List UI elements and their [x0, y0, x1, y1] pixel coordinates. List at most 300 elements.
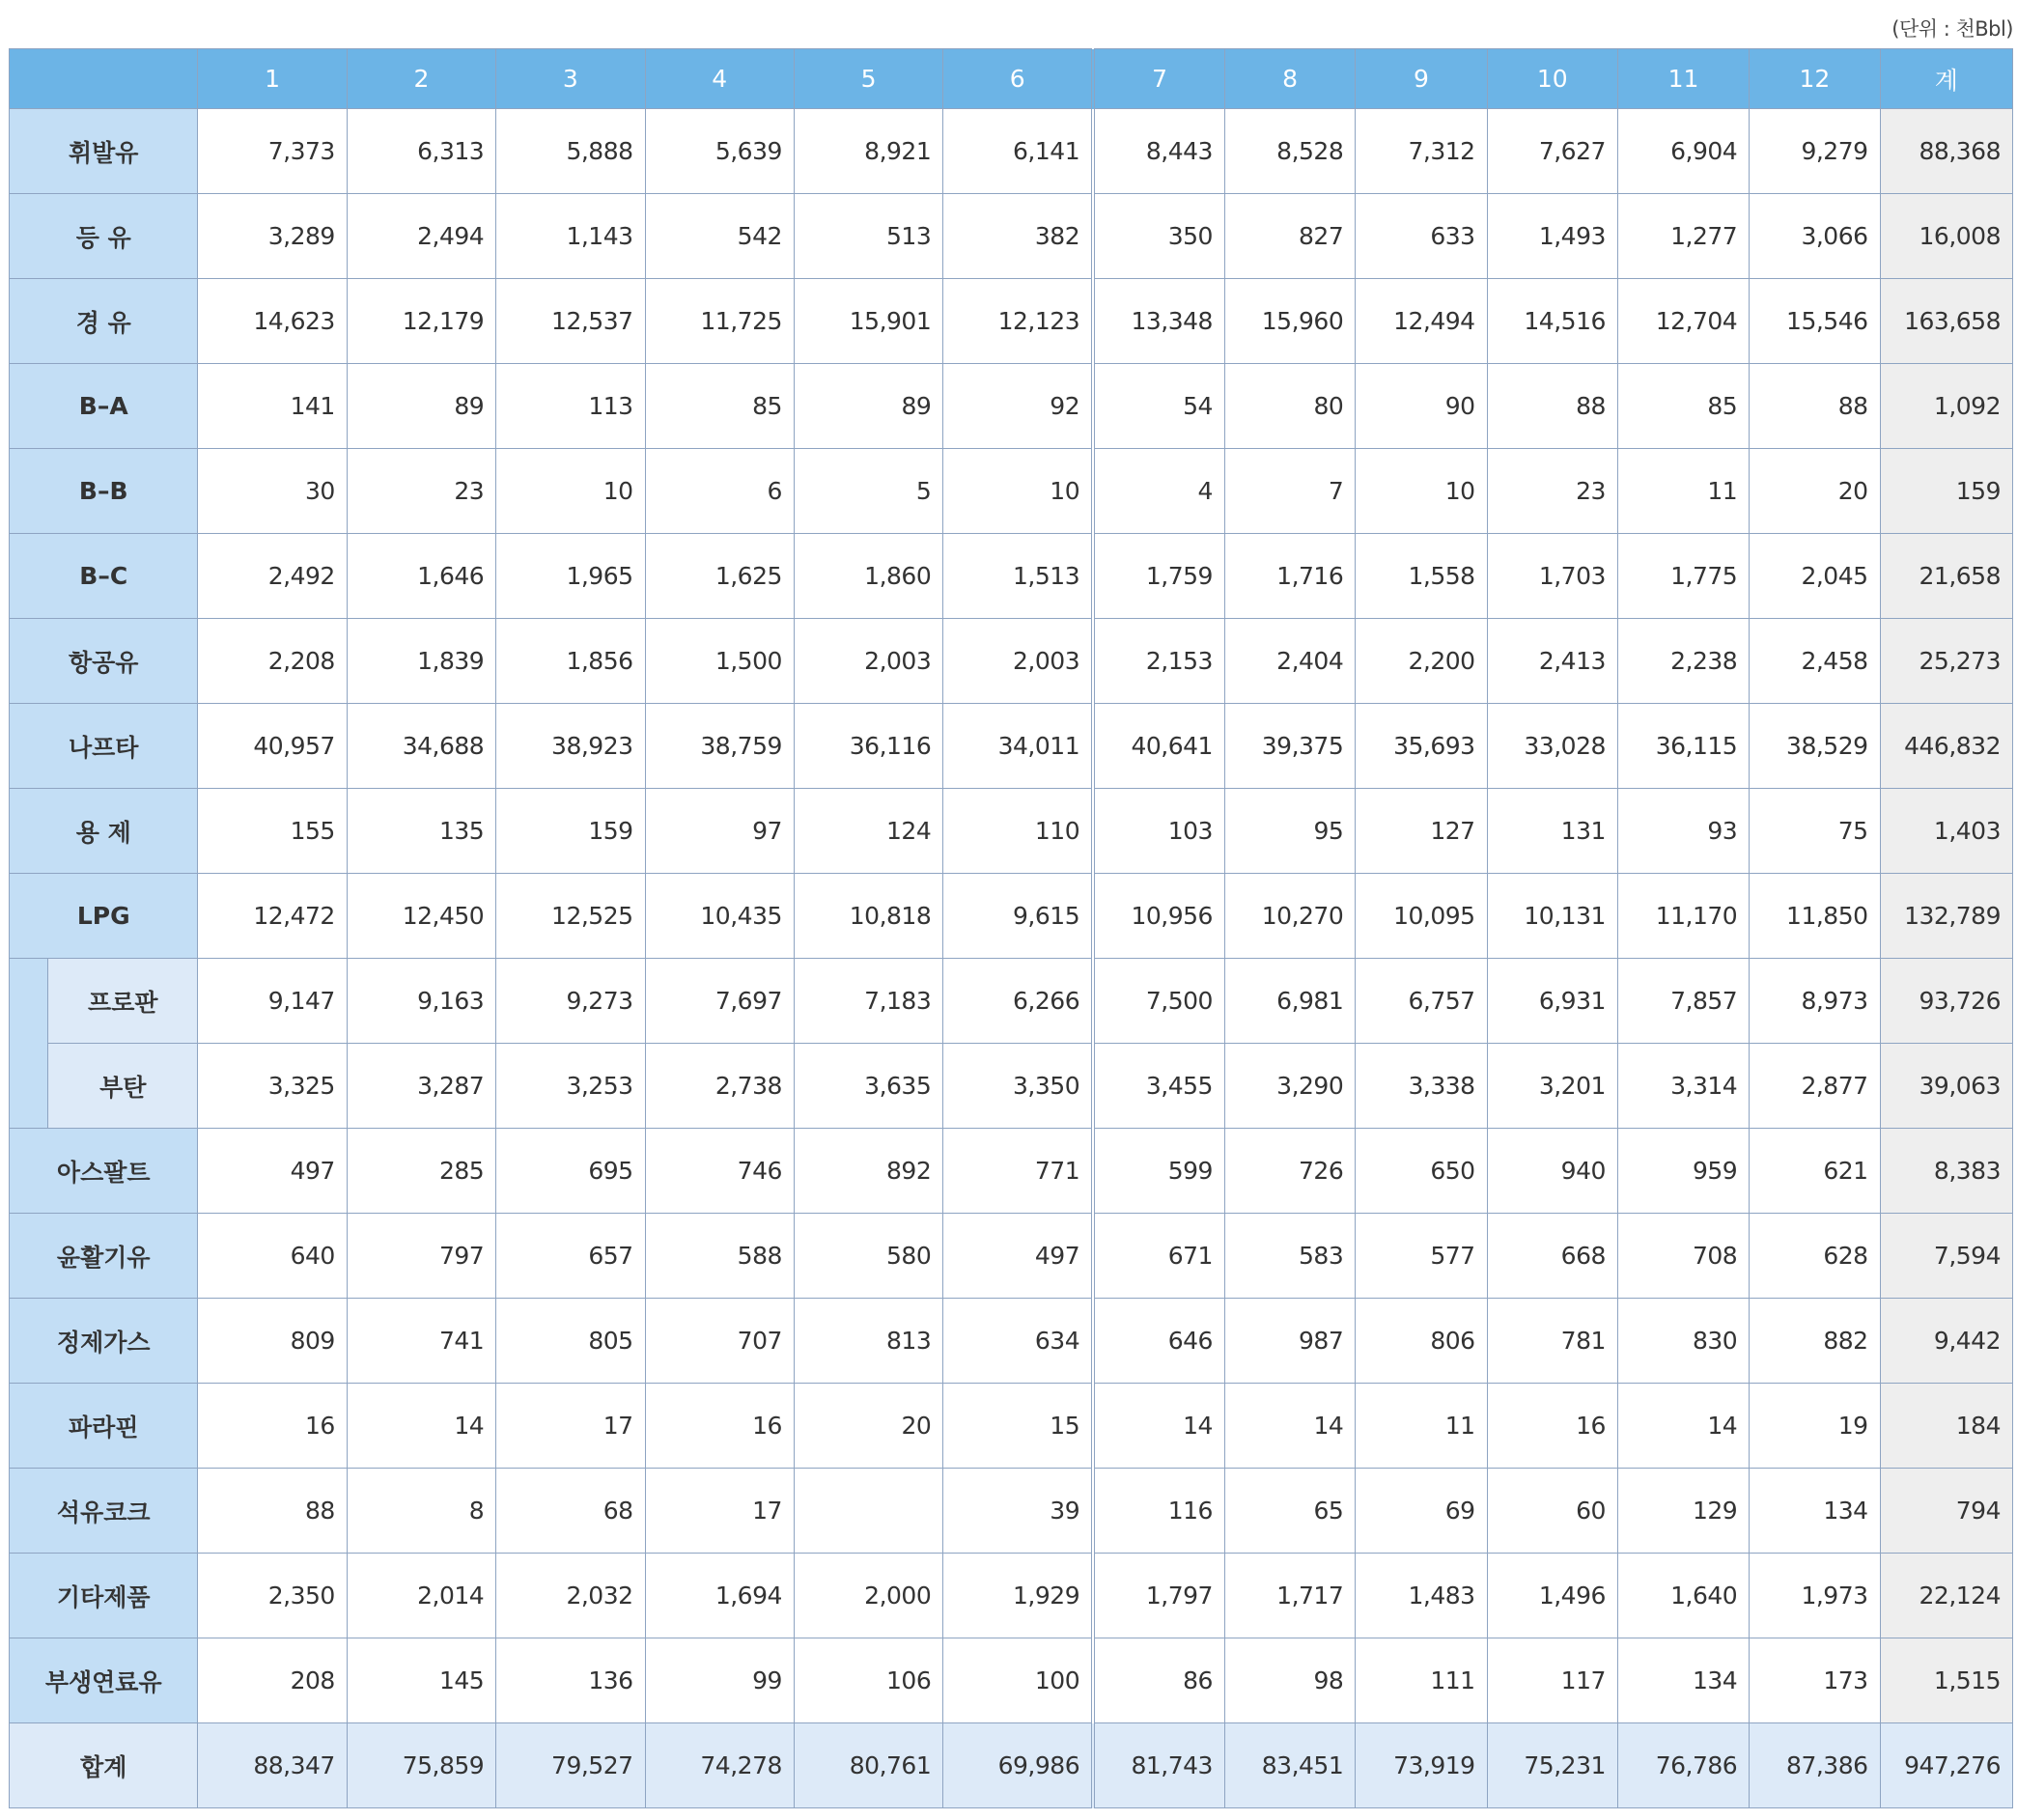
value-cell: 2,458	[1750, 619, 1880, 704]
value-cell: 98	[1224, 1638, 1355, 1723]
value-cell: 741	[347, 1299, 495, 1384]
value-cell: 640	[198, 1214, 347, 1299]
value-cell: 4	[1093, 449, 1224, 534]
value-cell: 1,856	[496, 619, 645, 704]
value-cell: 12,179	[347, 279, 495, 364]
lpg-group-indent	[10, 1044, 48, 1129]
value-cell: 15,901	[794, 279, 942, 364]
value-cell: 11,170	[1617, 874, 1749, 959]
row-label: 윤활기유	[10, 1214, 198, 1299]
value-cell: 830	[1617, 1299, 1749, 1384]
value-cell: 90	[1356, 364, 1487, 449]
value-cell: 708	[1617, 1214, 1749, 1299]
value-cell: 6,904	[1617, 109, 1749, 194]
value-cell: 19	[1750, 1384, 1880, 1469]
value-cell: 103	[1093, 789, 1224, 874]
value-cell: 2,350	[198, 1554, 347, 1638]
header-month-2: 2	[347, 49, 495, 109]
header-month-10: 10	[1487, 49, 1617, 109]
value-cell: 987	[1224, 1299, 1355, 1384]
value-cell: 7,312	[1356, 109, 1487, 194]
row-total-cell: 794	[1880, 1469, 2012, 1554]
header-month-5: 5	[794, 49, 942, 109]
value-cell: 92	[943, 364, 1093, 449]
row-label: 정제가스	[10, 1299, 198, 1384]
value-cell: 1,694	[645, 1554, 794, 1638]
value-cell	[794, 1469, 942, 1554]
value-cell: 40,641	[1093, 704, 1224, 789]
table-row	[10, 364, 2013, 449]
value-cell: 6,981	[1224, 959, 1355, 1044]
row-total-cell: 93,726	[1880, 959, 2012, 1044]
value-cell: 14,516	[1487, 279, 1617, 364]
value-cell: 809	[198, 1299, 347, 1384]
value-cell: 3,066	[1750, 194, 1880, 279]
value-cell: 11,850	[1750, 874, 1880, 959]
value-cell: 2,000	[794, 1554, 942, 1638]
header-corner	[10, 49, 198, 109]
value-cell: 781	[1487, 1299, 1617, 1384]
value-cell: 15,960	[1224, 279, 1355, 364]
value-cell: 1,775	[1617, 534, 1749, 619]
value-cell: 8,973	[1750, 959, 1880, 1044]
value-cell: 2,413	[1487, 619, 1617, 704]
value-cell: 83,451	[1224, 1723, 1355, 1808]
row-total-cell: 184	[1880, 1384, 2012, 1469]
value-cell: 6,313	[347, 109, 495, 194]
unit-note: (단위 : 천Bbl)	[1891, 17, 2013, 41]
value-cell: 81,743	[1093, 1723, 1224, 1808]
value-cell: 1,973	[1750, 1554, 1880, 1638]
value-cell: 3,338	[1356, 1044, 1487, 1129]
value-cell: 10	[943, 449, 1093, 534]
value-cell: 38,529	[1750, 704, 1880, 789]
value-cell: 2,877	[1750, 1044, 1880, 1129]
value-cell: 80	[1224, 364, 1355, 449]
value-cell: 10	[496, 449, 645, 534]
lpg-group-indent	[10, 959, 48, 1044]
value-cell: 12,450	[347, 874, 495, 959]
row-label: 아스팔트	[10, 1129, 198, 1214]
value-cell: 806	[1356, 1299, 1487, 1384]
value-cell: 141	[198, 364, 347, 449]
value-cell: 8,528	[1224, 109, 1355, 194]
value-cell: 797	[347, 1214, 495, 1299]
value-cell: 129	[1617, 1469, 1749, 1554]
value-cell: 805	[496, 1299, 645, 1384]
value-cell: 599	[1093, 1129, 1224, 1214]
value-cell: 2,045	[1750, 534, 1880, 619]
value-cell: 113	[496, 364, 645, 449]
value-cell: 35,693	[1356, 704, 1487, 789]
value-cell: 60	[1487, 1469, 1617, 1554]
value-cell: 621	[1750, 1129, 1880, 1214]
value-cell: 12,525	[496, 874, 645, 959]
value-cell: 6,266	[943, 959, 1093, 1044]
value-cell: 2,238	[1617, 619, 1749, 704]
value-cell: 2,003	[794, 619, 942, 704]
value-cell: 3,289	[198, 194, 347, 279]
value-cell: 38,923	[496, 704, 645, 789]
value-cell: 10,956	[1093, 874, 1224, 959]
value-cell: 3,635	[794, 1044, 942, 1129]
value-cell: 33,028	[1487, 704, 1617, 789]
value-cell: 10	[1356, 449, 1487, 534]
value-cell: 1,797	[1093, 1554, 1224, 1638]
value-cell: 1,717	[1224, 1554, 1355, 1638]
header-month-12: 12	[1750, 49, 1880, 109]
value-cell: 7,500	[1093, 959, 1224, 1044]
value-cell: 3,253	[496, 1044, 645, 1129]
value-cell: 36,116	[794, 704, 942, 789]
value-cell: 580	[794, 1214, 942, 1299]
value-cell: 12,123	[943, 279, 1093, 364]
value-cell: 89	[794, 364, 942, 449]
value-cell: 127	[1356, 789, 1487, 874]
value-cell: 1,558	[1356, 534, 1487, 619]
value-cell: 1,500	[645, 619, 794, 704]
header-month-11: 11	[1617, 49, 1749, 109]
row-label: 용 제	[10, 789, 198, 874]
table-row	[10, 109, 2013, 194]
value-cell: 7,373	[198, 109, 347, 194]
value-cell: 14	[347, 1384, 495, 1469]
value-cell: 14,623	[198, 279, 347, 364]
value-cell: 1,625	[645, 534, 794, 619]
table-row	[10, 1723, 2013, 1808]
value-cell: 23	[1487, 449, 1617, 534]
value-cell: 10,818	[794, 874, 942, 959]
value-cell: 1,965	[496, 534, 645, 619]
value-cell: 86	[1093, 1638, 1224, 1723]
row-label: B–C	[10, 534, 198, 619]
header-month-6: 6	[943, 49, 1093, 109]
value-cell: 1,277	[1617, 194, 1749, 279]
value-cell: 12,537	[496, 279, 645, 364]
value-cell: 99	[645, 1638, 794, 1723]
value-cell: 577	[1356, 1214, 1487, 1299]
value-cell: 65	[1224, 1469, 1355, 1554]
value-cell: 208	[198, 1638, 347, 1723]
table-row	[10, 874, 2013, 959]
value-cell: 2,003	[943, 619, 1093, 704]
value-cell: 7	[1224, 449, 1355, 534]
value-cell: 12,494	[1356, 279, 1487, 364]
row-total-cell: 8,383	[1880, 1129, 2012, 1214]
value-cell: 80,761	[794, 1723, 942, 1808]
value-cell: 17	[645, 1469, 794, 1554]
value-cell: 382	[943, 194, 1093, 279]
table-row	[10, 1638, 2013, 1723]
value-cell: 38,759	[645, 704, 794, 789]
value-cell: 1,513	[943, 534, 1093, 619]
value-cell: 746	[645, 1129, 794, 1214]
header-month-1: 1	[198, 49, 347, 109]
row-label: LPG	[10, 874, 198, 959]
value-cell: 14	[1224, 1384, 1355, 1469]
value-cell: 8	[347, 1469, 495, 1554]
value-cell: 40,957	[198, 704, 347, 789]
value-cell: 85	[645, 364, 794, 449]
value-cell: 813	[794, 1299, 942, 1384]
row-label: B–B	[10, 449, 198, 534]
value-cell: 8,443	[1093, 109, 1224, 194]
value-cell: 12,472	[198, 874, 347, 959]
value-cell: 959	[1617, 1129, 1749, 1214]
value-cell: 3,325	[198, 1044, 347, 1129]
row-label: 합계	[10, 1723, 198, 1808]
value-cell: 9,615	[943, 874, 1093, 959]
value-cell: 1,929	[943, 1554, 1093, 1638]
row-total-cell: 21,658	[1880, 534, 2012, 619]
value-cell: 111	[1356, 1638, 1487, 1723]
row-label: 경 유	[10, 279, 198, 364]
value-cell: 20	[1750, 449, 1880, 534]
value-cell: 34,011	[943, 704, 1093, 789]
value-cell: 88	[1487, 364, 1617, 449]
value-cell: 16	[1487, 1384, 1617, 1469]
row-total-cell: 132,789	[1880, 874, 2012, 959]
value-cell: 5,639	[645, 109, 794, 194]
value-cell: 69,986	[943, 1723, 1093, 1808]
table-subrow	[10, 959, 2013, 1044]
value-cell: 1,640	[1617, 1554, 1749, 1638]
header-total: 계	[1880, 49, 2012, 109]
value-cell: 1,496	[1487, 1554, 1617, 1638]
header-month-8: 8	[1224, 49, 1355, 109]
table-row	[10, 534, 2013, 619]
value-cell: 882	[1750, 1299, 1880, 1384]
value-cell: 7,697	[645, 959, 794, 1044]
value-cell: 85	[1617, 364, 1749, 449]
row-label: 항공유	[10, 619, 198, 704]
value-cell: 827	[1224, 194, 1355, 279]
value-cell: 36,115	[1617, 704, 1749, 789]
value-cell: 7,627	[1487, 109, 1617, 194]
value-cell: 10,270	[1224, 874, 1355, 959]
table-row	[10, 619, 2013, 704]
table-row	[10, 704, 2013, 789]
row-total-cell: 947,276	[1880, 1723, 2012, 1808]
value-cell: 12,704	[1617, 279, 1749, 364]
header-month-4: 4	[645, 49, 794, 109]
value-cell: 10,131	[1487, 874, 1617, 959]
value-cell: 69	[1356, 1469, 1487, 1554]
table-row	[10, 1129, 2013, 1214]
value-cell: 39	[943, 1469, 1093, 1554]
value-cell: 583	[1224, 1214, 1355, 1299]
value-cell: 13,348	[1093, 279, 1224, 364]
value-cell: 23	[347, 449, 495, 534]
value-cell: 771	[943, 1129, 1093, 1214]
value-cell: 16	[645, 1384, 794, 1469]
row-total-cell: 163,658	[1880, 279, 2012, 364]
value-cell: 8,921	[794, 109, 942, 194]
value-cell: 131	[1487, 789, 1617, 874]
value-cell: 628	[1750, 1214, 1880, 1299]
value-cell: 124	[794, 789, 942, 874]
row-label: 휘발유	[10, 109, 198, 194]
row-label: 부생연료유	[10, 1638, 198, 1723]
value-cell: 173	[1750, 1638, 1880, 1723]
value-cell: 15	[943, 1384, 1093, 1469]
row-total-cell: 1,403	[1880, 789, 2012, 874]
row-label: 나프타	[10, 704, 198, 789]
value-cell: 1,703	[1487, 534, 1617, 619]
table-subrow	[10, 1044, 2013, 1129]
row-total-cell: 7,594	[1880, 1214, 2012, 1299]
value-cell: 3,350	[943, 1044, 1093, 1129]
table-row	[10, 1214, 2013, 1299]
value-cell: 145	[347, 1638, 495, 1723]
row-label: 기타제품	[10, 1554, 198, 1638]
row-total-cell: 25,273	[1880, 619, 2012, 704]
value-cell: 11	[1356, 1384, 1487, 1469]
value-cell: 39,375	[1224, 704, 1355, 789]
value-cell: 6,141	[943, 109, 1093, 194]
value-cell: 7,183	[794, 959, 942, 1044]
value-cell: 9,279	[1750, 109, 1880, 194]
value-cell: 2,153	[1093, 619, 1224, 704]
row-total-cell: 22,124	[1880, 1554, 2012, 1638]
value-cell: 671	[1093, 1214, 1224, 1299]
value-cell: 707	[645, 1299, 794, 1384]
value-cell: 892	[794, 1129, 942, 1214]
row-label: B–A	[10, 364, 198, 449]
value-cell: 940	[1487, 1129, 1617, 1214]
value-cell: 633	[1356, 194, 1487, 279]
value-cell: 76,786	[1617, 1723, 1749, 1808]
value-cell: 10,095	[1356, 874, 1487, 959]
value-cell: 497	[943, 1214, 1093, 1299]
row-total-cell: 16,008	[1880, 194, 2012, 279]
value-cell: 588	[645, 1214, 794, 1299]
value-cell: 497	[198, 1129, 347, 1214]
value-cell: 87,386	[1750, 1723, 1880, 1808]
value-cell: 117	[1487, 1638, 1617, 1723]
value-cell: 634	[943, 1299, 1093, 1384]
value-cell: 1,860	[794, 534, 942, 619]
value-cell: 1,493	[1487, 194, 1617, 279]
value-cell: 2,494	[347, 194, 495, 279]
table-row	[10, 1469, 2013, 1554]
row-total-cell: 446,832	[1880, 704, 2012, 789]
value-cell: 73,919	[1356, 1723, 1487, 1808]
row-total-cell: 39,063	[1880, 1044, 2012, 1129]
monthly-product-table	[9, 48, 2013, 1808]
value-cell: 9,147	[198, 959, 347, 1044]
row-total-cell: 88,368	[1880, 109, 2012, 194]
value-cell: 350	[1093, 194, 1224, 279]
value-cell: 657	[496, 1214, 645, 1299]
header-row	[10, 49, 2013, 109]
value-cell: 3,287	[347, 1044, 495, 1129]
table-row	[10, 789, 2013, 874]
value-cell: 285	[347, 1129, 495, 1214]
table-row	[10, 449, 2013, 534]
value-cell: 110	[943, 789, 1093, 874]
header-month-3: 3	[496, 49, 645, 109]
value-cell: 75	[1750, 789, 1880, 874]
value-cell: 1,839	[347, 619, 495, 704]
row-label: 등 유	[10, 194, 198, 279]
value-cell: 134	[1617, 1638, 1749, 1723]
value-cell: 54	[1093, 364, 1224, 449]
value-cell: 646	[1093, 1299, 1224, 1384]
table-row	[10, 194, 2013, 279]
value-cell: 74,278	[645, 1723, 794, 1808]
value-cell: 3,455	[1093, 1044, 1224, 1129]
value-cell: 11	[1617, 449, 1749, 534]
value-cell: 6,931	[1487, 959, 1617, 1044]
subrow-label: 부탄	[48, 1044, 198, 1129]
value-cell: 1,759	[1093, 534, 1224, 619]
value-cell: 5,888	[496, 109, 645, 194]
value-cell: 75,231	[1487, 1723, 1617, 1808]
value-cell: 3,314	[1617, 1044, 1749, 1129]
row-total-cell: 159	[1880, 449, 2012, 534]
value-cell: 106	[794, 1638, 942, 1723]
value-cell: 2,032	[496, 1554, 645, 1638]
value-cell: 79,527	[496, 1723, 645, 1808]
row-label: 파라핀	[10, 1384, 198, 1469]
subrow-label: 프로판	[48, 959, 198, 1044]
table-row	[10, 1299, 2013, 1384]
value-cell: 2,404	[1224, 619, 1355, 704]
value-cell: 20	[794, 1384, 942, 1469]
value-cell: 3,201	[1487, 1044, 1617, 1129]
value-cell: 30	[198, 449, 347, 534]
value-cell: 1,483	[1356, 1554, 1487, 1638]
value-cell: 726	[1224, 1129, 1355, 1214]
row-label: 석유코크	[10, 1469, 198, 1554]
value-cell: 10,435	[645, 874, 794, 959]
value-cell: 88	[198, 1469, 347, 1554]
value-cell: 100	[943, 1638, 1093, 1723]
value-cell: 34,688	[347, 704, 495, 789]
value-cell: 650	[1356, 1129, 1487, 1214]
value-cell: 95	[1224, 789, 1355, 874]
row-total-cell: 1,515	[1880, 1638, 2012, 1723]
row-total-cell: 1,092	[1880, 364, 2012, 449]
value-cell: 542	[645, 194, 794, 279]
value-cell: 134	[1750, 1469, 1880, 1554]
value-cell: 695	[496, 1129, 645, 1214]
value-cell: 1,646	[347, 534, 495, 619]
row-total-cell: 9,442	[1880, 1299, 2012, 1384]
header-month-9: 9	[1356, 49, 1487, 109]
value-cell: 75,859	[347, 1723, 495, 1808]
value-cell: 159	[496, 789, 645, 874]
value-cell: 14	[1617, 1384, 1749, 1469]
value-cell: 5	[794, 449, 942, 534]
value-cell: 6	[645, 449, 794, 534]
value-cell: 155	[198, 789, 347, 874]
value-cell: 97	[645, 789, 794, 874]
value-cell: 135	[347, 789, 495, 874]
value-cell: 2,014	[347, 1554, 495, 1638]
value-cell: 1,716	[1224, 534, 1355, 619]
value-cell: 11,725	[645, 279, 794, 364]
value-cell: 15,546	[1750, 279, 1880, 364]
header-month-7: 7	[1093, 49, 1224, 109]
value-cell: 2,200	[1356, 619, 1487, 704]
table-row	[10, 279, 2013, 364]
value-cell: 513	[794, 194, 942, 279]
value-cell: 3,290	[1224, 1044, 1355, 1129]
value-cell: 7,857	[1617, 959, 1749, 1044]
value-cell: 14	[1093, 1384, 1224, 1469]
